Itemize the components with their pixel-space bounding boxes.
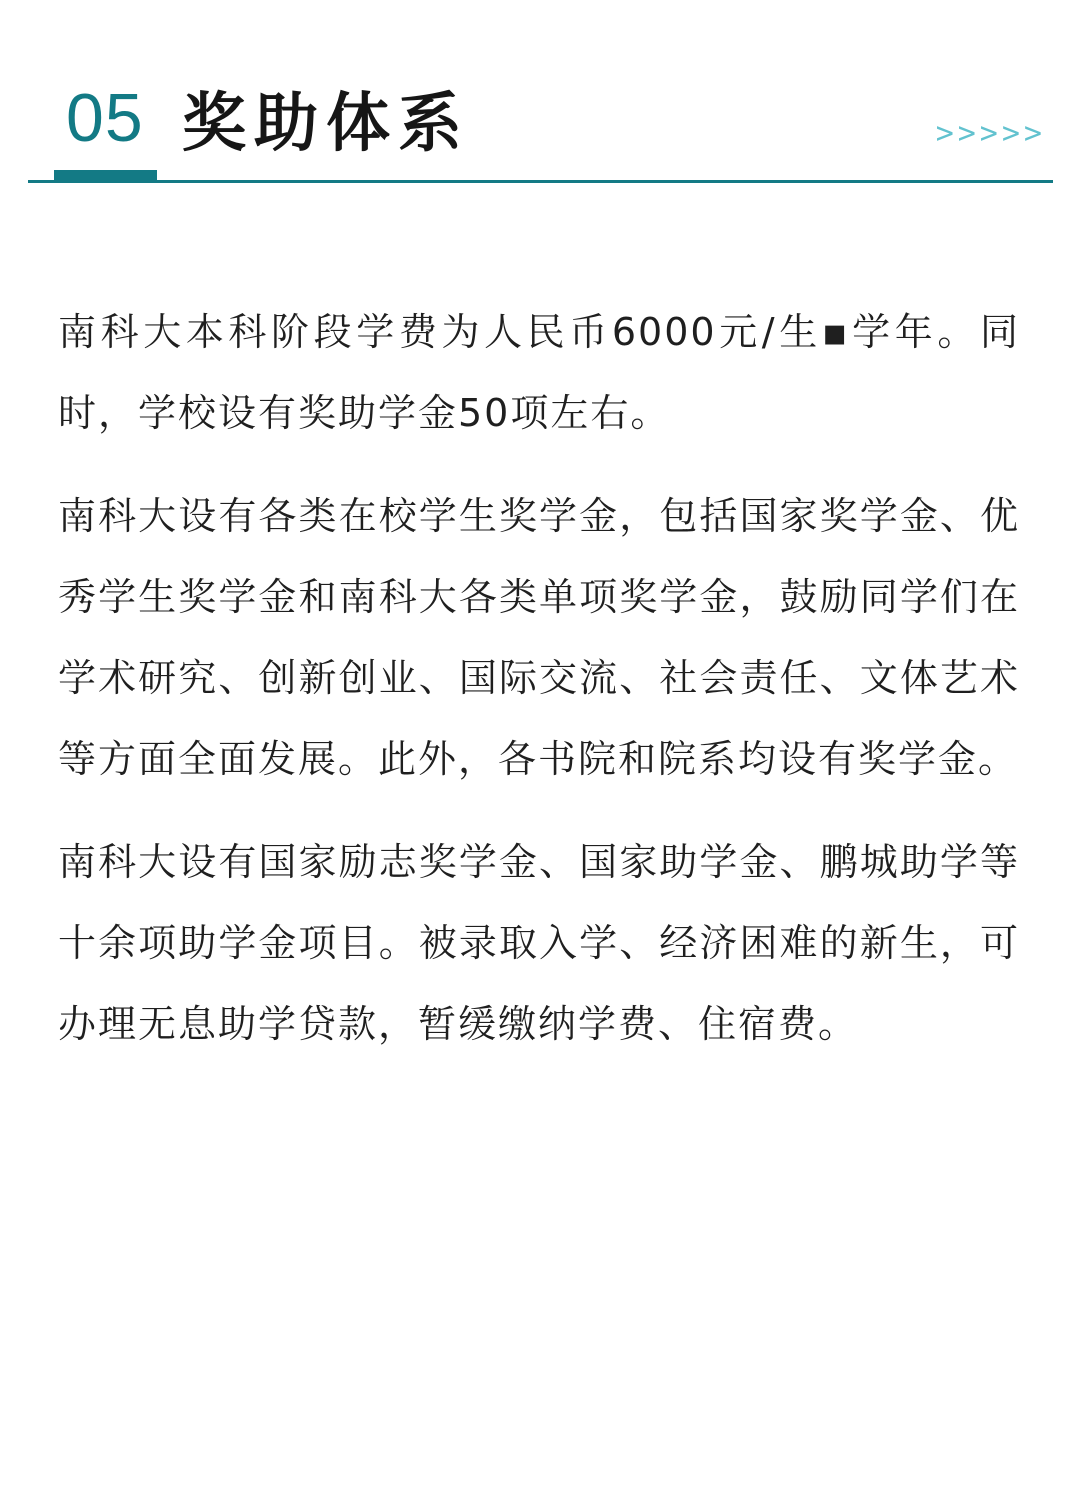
section-title: 奖助体系 [182,87,470,161]
section-header [0,0,1080,190]
section-number: 05 [66,80,144,156]
header-divider [28,180,1053,183]
chevron-right-icon: >>>>> [935,116,1046,151]
paragraph-tuition: 南科大本科阶段学费为人民币6000元/生▪学年。同时，学校设有奖助学金50项左右。 [58,310,1020,435]
paragraph-grants: 南科大设有国家励志奖学金、国家助学金、鹏城助学等十余项助学金项目。被录取入学、经济困难的新生，可办理无息助学贷款，暂缓缴纳学费、住宿费。 [58,840,1020,1046]
article-body [58,292,1020,1065]
paragraph-scholarships: 南科大设有各类在校学生奖学金，包括国家奖学金、优秀学生奖学金和南科大各类单项奖学金，鼓励同学们在学术研究、创新创业、国际交流、社会责任、文体艺术等方面全面发展。此外，各书院和院系均设有奖学金。 [58,494,1020,781]
